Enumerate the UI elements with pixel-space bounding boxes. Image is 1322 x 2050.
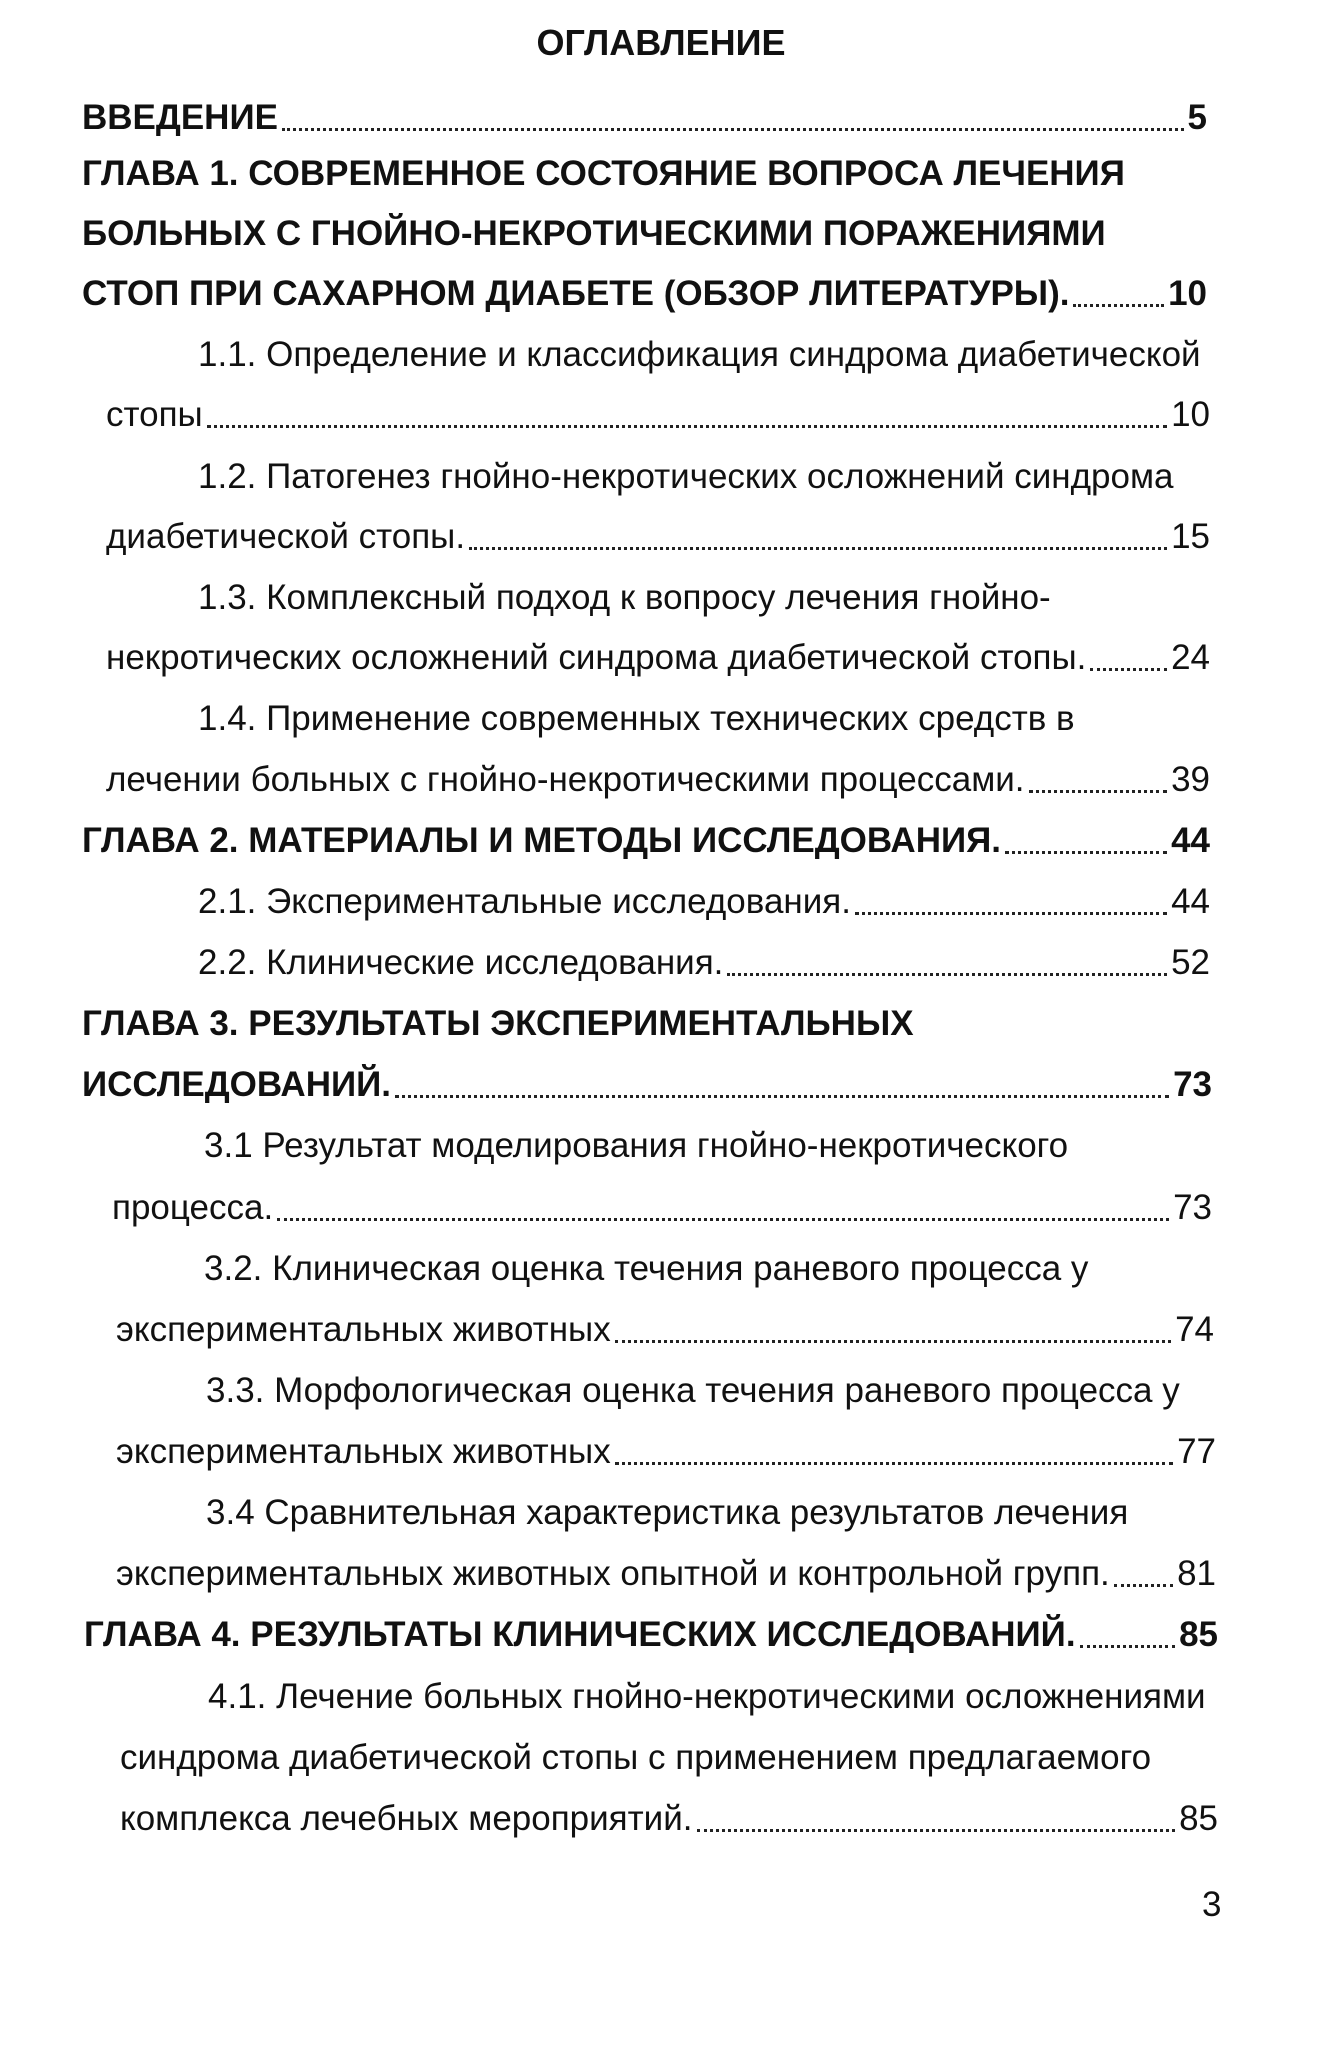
toc-page-ref: 85 xyxy=(1179,1615,1218,1654)
toc-page-ref: 73 xyxy=(1173,1065,1212,1104)
toc-page-ref: 10 xyxy=(1168,274,1207,313)
toc-entry-text: СТОП ПРИ САХАРНОМ ДИАБЕТЕ (ОБЗОР ЛИТЕРАТУРЫ). xyxy=(82,274,1070,313)
toc-entry-text: диабетической стопы. xyxy=(106,517,466,556)
dot-leader xyxy=(1005,851,1167,854)
toc-entry-section-4-1[interactable] xyxy=(120,1797,1218,1841)
toc-entry-text: ВВЕДЕНИЕ xyxy=(82,98,278,137)
dot-leader xyxy=(207,425,1167,428)
toc-page-ref: 24 xyxy=(1171,638,1210,677)
dot-leader xyxy=(1080,1645,1176,1648)
toc-page-ref: 44 xyxy=(1171,882,1210,921)
dot-leader xyxy=(855,912,1167,915)
toc-page-ref: 74 xyxy=(1175,1310,1214,1349)
toc-page-ref: 15 xyxy=(1171,517,1210,556)
toc-page-ref: 44 xyxy=(1171,821,1210,860)
toc-entry-section-2-1[interactable] xyxy=(198,880,1210,924)
toc-section-3-1-line1: 3.1 Результат моделирования гнойно-некротического xyxy=(204,1126,1069,1165)
toc-entry-section-3-3[interactable] xyxy=(116,1430,1216,1474)
dot-leader xyxy=(615,1340,1171,1343)
toc-section-3-2-line1: 3.2. Клиническая оценка течения раневого процесса у xyxy=(204,1249,1089,1288)
toc-entry-text: стопы xyxy=(106,395,203,434)
toc-entry-text: экспериментальных животных xyxy=(116,1310,611,1349)
toc-entry-text: лечении больных с гнойно-некротическими процессами. xyxy=(106,760,1025,799)
toc-entry-section-3-2[interactable] xyxy=(116,1308,1214,1352)
toc-entry-text: комплекса лечебных мероприятий. xyxy=(120,1799,693,1838)
toc-entry-chapter-3[interactable] xyxy=(82,1063,1212,1107)
toc-section-1-2-line1: 1.2. Патогенез гнойно-некротических осложнений синдрома xyxy=(198,457,1174,496)
toc-section-1-1-line1: 1.1. Определение и классификация синдрома диабетической xyxy=(198,335,1201,374)
toc-entry-chapter-2[interactable] xyxy=(82,819,1210,863)
toc-entry-text: 2.2. Клинические исследования. xyxy=(198,943,724,982)
toc-page-ref: 5 xyxy=(1187,98,1207,137)
dot-leader xyxy=(277,1218,1169,1221)
page-number: 3 xyxy=(1202,1885,1222,1924)
toc-entry-chapter-1[interactable] xyxy=(82,272,1207,316)
toc-page-ref: 81 xyxy=(1177,1554,1216,1593)
dot-leader xyxy=(395,1095,1169,1098)
toc-entry-text: процесса. xyxy=(112,1188,274,1227)
toc-page-ref: 77 xyxy=(1177,1432,1216,1471)
toc-entry-section-1-3[interactable] xyxy=(106,636,1210,680)
toc-entry-section-3-4[interactable] xyxy=(116,1552,1216,1596)
toc-entry-text: экспериментальных животных опытной и контрольной групп. xyxy=(116,1554,1110,1593)
toc-chapter-1-line2: БОЛЬНЫХ С ГНОЙНО-НЕКРОТИЧЕСКИМИ ПОРАЖЕНИЯМИ xyxy=(82,214,1106,253)
toc-entry-chapter-4[interactable] xyxy=(84,1613,1218,1657)
toc-entry-text: экспериментальных животных xyxy=(116,1432,611,1471)
dot-leader xyxy=(1029,790,1168,793)
toc-entry-text: 2.1. Экспериментальные исследования. xyxy=(198,882,851,921)
toc-entry-section-2-2[interactable] xyxy=(198,941,1210,985)
toc-section-3-4-line1: 3.4 Сравнительная характеристика результатов лечения xyxy=(206,1493,1129,1532)
toc-section-3-3-line1: 3.3. Морфологическая оценка течения раневого процесса у xyxy=(206,1371,1180,1410)
toc-entry-intro[interactable] xyxy=(82,96,1207,140)
toc-page-ref: 52 xyxy=(1171,943,1210,982)
toc-page-ref: 73 xyxy=(1173,1188,1212,1227)
toc-section-1-3-line1: 1.3. Комплексный подход к вопросу лечения гнойно- xyxy=(198,578,1051,617)
toc-entry-text: ИССЛЕДОВАНИЙ. xyxy=(82,1065,392,1104)
toc-page-ref: 10 xyxy=(1171,395,1210,434)
toc-entry-text: ГЛАВА 4. РЕЗУЛЬТАТЫ КЛИНИЧЕСКИХ ИССЛЕДОВАНИЙ. xyxy=(84,1615,1076,1654)
toc-section-4-1-line2: синдрома диабетической стопы с применением предлагаемого xyxy=(120,1738,1152,1777)
toc-section-1-4-line1: 1.4. Применение современных технических средств в xyxy=(198,699,1075,738)
toc-entry-text: ГЛАВА 2. МАТЕРИАЛЫ И МЕТОДЫ ИССЛЕДОВАНИЯ. xyxy=(82,821,1002,860)
dot-leader xyxy=(1073,304,1164,307)
toc-entry-section-1-2[interactable] xyxy=(106,515,1210,559)
toc-page-ref: 85 xyxy=(1179,1799,1218,1838)
toc-entry-text: некротических осложнений синдрома диабетической стопы. xyxy=(106,638,1087,677)
dot-leader xyxy=(469,547,1167,550)
toc-entry-section-1-1[interactable] xyxy=(106,393,1210,437)
toc-section-4-1-line1: 4.1. Лечение больных гнойно-некротическими осложнениями xyxy=(208,1677,1206,1716)
dot-leader xyxy=(697,1829,1176,1832)
dot-leader xyxy=(615,1462,1173,1465)
toc-entry-section-1-4[interactable] xyxy=(106,758,1210,802)
dot-leader xyxy=(1090,668,1167,671)
dot-leader xyxy=(1114,1584,1173,1587)
toc-chapter-3-line1: ГЛАВА 3. РЕЗУЛЬТАТЫ ЭКСПЕРИМЕНТАЛЬНЫХ xyxy=(82,1004,914,1043)
dot-leader xyxy=(727,973,1167,976)
toc-page-ref: 39 xyxy=(1171,760,1210,799)
dot-leader xyxy=(282,128,1184,131)
toc-chapter-1-line1: ГЛАВА 1. СОВРЕМЕННОЕ СОСТОЯНИЕ ВОПРОСА ЛЕЧЕНИЯ xyxy=(82,154,1125,193)
toc-entry-section-3-1[interactable] xyxy=(112,1186,1212,1230)
page-title: ОГЛАВЛЕНИЕ xyxy=(536,22,786,63)
